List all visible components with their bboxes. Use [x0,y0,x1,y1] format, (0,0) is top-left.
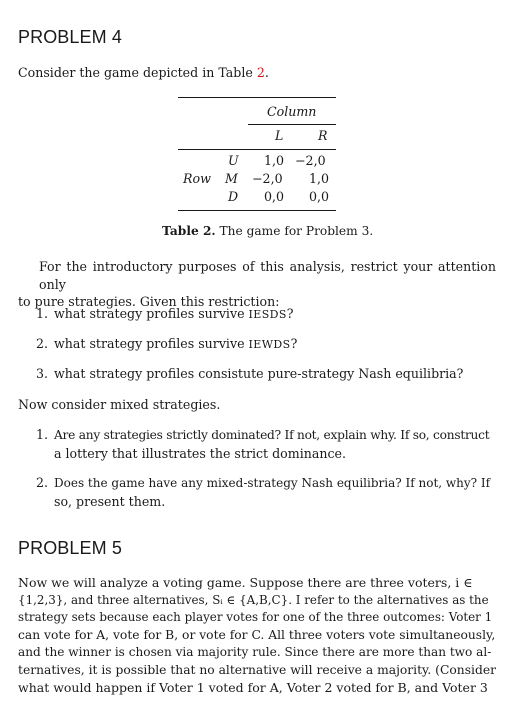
column-header-R: R [318,128,328,143]
mixed-strategy-questions [18,427,496,515]
pure-strategy-paragraph [18,258,496,311]
row-label-M: M [225,171,238,186]
row-player-label: Row [183,171,211,186]
pure-strategy-questions [18,306,496,396]
paragraph-line: what would happen if Voter 1 voted for A, Voter 2 voted for B, and Voter 3 [18,680,488,695]
mixed-strategy-intro: Now consider mixed strategies. [18,397,221,412]
question-line-1: Are any strategies strictly dominated? If not, explain why. If so, construct [54,428,490,442]
paragraph-line: Now we will analyze a voting game. Suppose there are three voters, i ∈ [18,575,473,590]
column-header-L: L [275,128,284,143]
caption-text: The game for Problem 3. [219,224,374,238]
cell-M-R: 1,0 [309,171,330,186]
cell-D-L: 0,0 [264,189,285,204]
paragraph-line: and the winner is chosen via majority rule. Since there are more than two al- [18,645,492,659]
list-item [18,427,496,475]
list-item [18,366,496,396]
table-reference-link[interactable]: 2 [256,65,265,80]
row-label-D: D [228,189,239,204]
row-label-U: U [228,153,239,168]
question-mark: ? [286,306,294,321]
problem-4-intro [18,64,496,82]
pure-para-line-2: to pure strategies. Given this restriction: [18,294,280,309]
table-top-rule [178,97,336,98]
table-caption [162,224,373,238]
list-item [18,306,496,336]
iesds-abbr: IESDS [248,308,287,321]
list-number: 1. [36,427,49,442]
intro-text: Consider the game depicted in Table [18,65,257,80]
cell-M-L: −2,0 [252,171,283,186]
column-header-rule [248,124,336,125]
question-mark: ? [290,336,298,351]
intro-period: . [264,65,269,80]
question-line-1: Does the game have any mixed-strategy Nash equilibria? If not, why? If [54,476,491,490]
list-number: 1. [36,306,49,321]
cell-U-R: −2,0 [295,153,326,168]
iewds-abbr: IEWDS [248,338,291,351]
paragraph-line: strategy sets because each player votes for one of the three outcomes: Voter 1 [18,610,493,624]
list-item [18,336,496,366]
question-text: what strategy profiles consistute pure-strategy Nash equilibria? [54,366,464,381]
question-line-2: a lottery that illustrates the strict dominance. [54,445,346,461]
list-number: 3. [36,366,49,381]
pure-para-line-1: For the introductory purposes of this analysis, restrict your attention only [39,259,496,292]
list-number: 2. [36,475,49,490]
problem-5-heading: PROBLEM 5 [18,538,122,558]
question-line-2: so, present them. [54,493,166,509]
paragraph-line: ternatives, it is possible that no alternative will receive a majority. (Consider [18,662,496,677]
paragraph-line: {1,2,3}, and three alternatives, Sᵢ ∈ {A,B,C}. I refer to the alternatives as the [18,592,489,607]
game-table [178,97,336,212]
list-item [18,475,496,515]
header-body-rule [178,149,336,150]
question-text: what strategy profiles survive [54,306,249,321]
cell-D-R: 0,0 [309,189,330,204]
table-bottom-rule [178,210,336,211]
problem-4-heading: PROBLEM 4 [18,27,122,47]
column-player-label: Column [267,104,317,119]
list-number: 2. [36,336,49,351]
question-text: what strategy profiles survive [54,336,249,351]
cell-U-L: 1,0 [264,153,285,168]
paragraph-line: can vote for A, vote for B, or vote for C. All three voters vote simultaneously, [18,627,496,642]
caption-label: Table 2. [162,224,216,238]
problem-5-paragraph [18,574,496,697]
